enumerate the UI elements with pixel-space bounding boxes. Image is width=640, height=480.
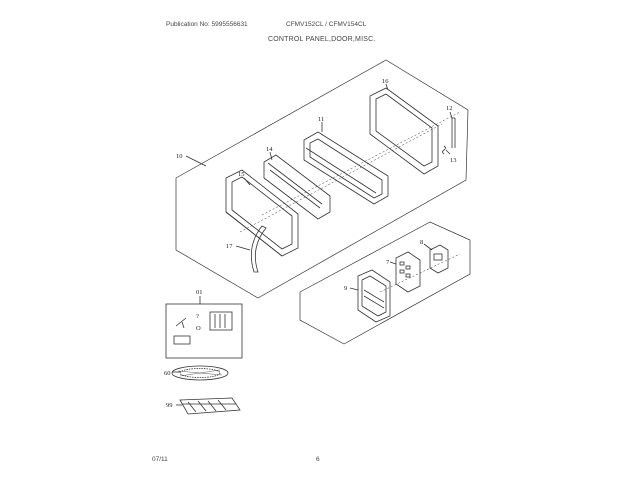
part-8-board [430, 245, 448, 273]
door-alignment-line-2 [262, 112, 460, 215]
callout-9: 9 [344, 285, 348, 292]
part-99-rack [180, 398, 240, 414]
leader-7 [390, 262, 396, 264]
callout-17: 17 [226, 243, 233, 250]
part-14-glass-panel [264, 155, 330, 219]
model-numbers: CFMV152CL / CFMV154CL [286, 21, 367, 28]
svg-text:O: O [196, 325, 201, 332]
part-7-membrane [396, 252, 420, 292]
svg-text:?: ? [196, 313, 199, 320]
part-12-latch [452, 118, 455, 148]
callout-13: 13 [450, 157, 457, 164]
part-17-handle [251, 226, 266, 272]
footer-date: 07/11 [152, 456, 168, 463]
footer-page-number: 6 [316, 456, 320, 463]
leader-17 [236, 246, 250, 250]
leader-9 [350, 288, 358, 290]
part-16-outer-frame [370, 88, 438, 174]
callout-8: 8 [420, 239, 424, 246]
callout-11: 11 [318, 116, 325, 123]
publication-number: Publication No: 5995556631 [166, 21, 248, 28]
callout-16: 16 [382, 78, 389, 85]
leader-15 [244, 178, 250, 185]
leader-14 [270, 152, 272, 160]
callout-60: 60 [164, 370, 171, 377]
callout-14: 14 [266, 146, 273, 153]
part-01-accessory-kit [166, 304, 242, 358]
control-panel-outline [300, 222, 470, 344]
leader-10 [186, 156, 206, 166]
part-11-choke-frame [304, 132, 388, 204]
callout-15: 15 [238, 171, 245, 178]
part-13-spring [443, 146, 446, 154]
part-60-roller-ring [172, 366, 228, 380]
leader-13 [446, 150, 450, 154]
door-assembly-outline [176, 60, 468, 298]
callout-10: 10 [176, 153, 183, 160]
callout-7: 7 [386, 259, 390, 266]
callout-12: 12 [446, 105, 453, 112]
callout-01: 01 [196, 289, 203, 296]
leader-8 [424, 244, 432, 250]
door-alignment-line [240, 124, 442, 232]
section-title: CONTROL PANEL,DOOR,MISC. [268, 36, 376, 43]
callout-99: 99 [166, 402, 173, 409]
part-9-control-panel [358, 270, 390, 322]
